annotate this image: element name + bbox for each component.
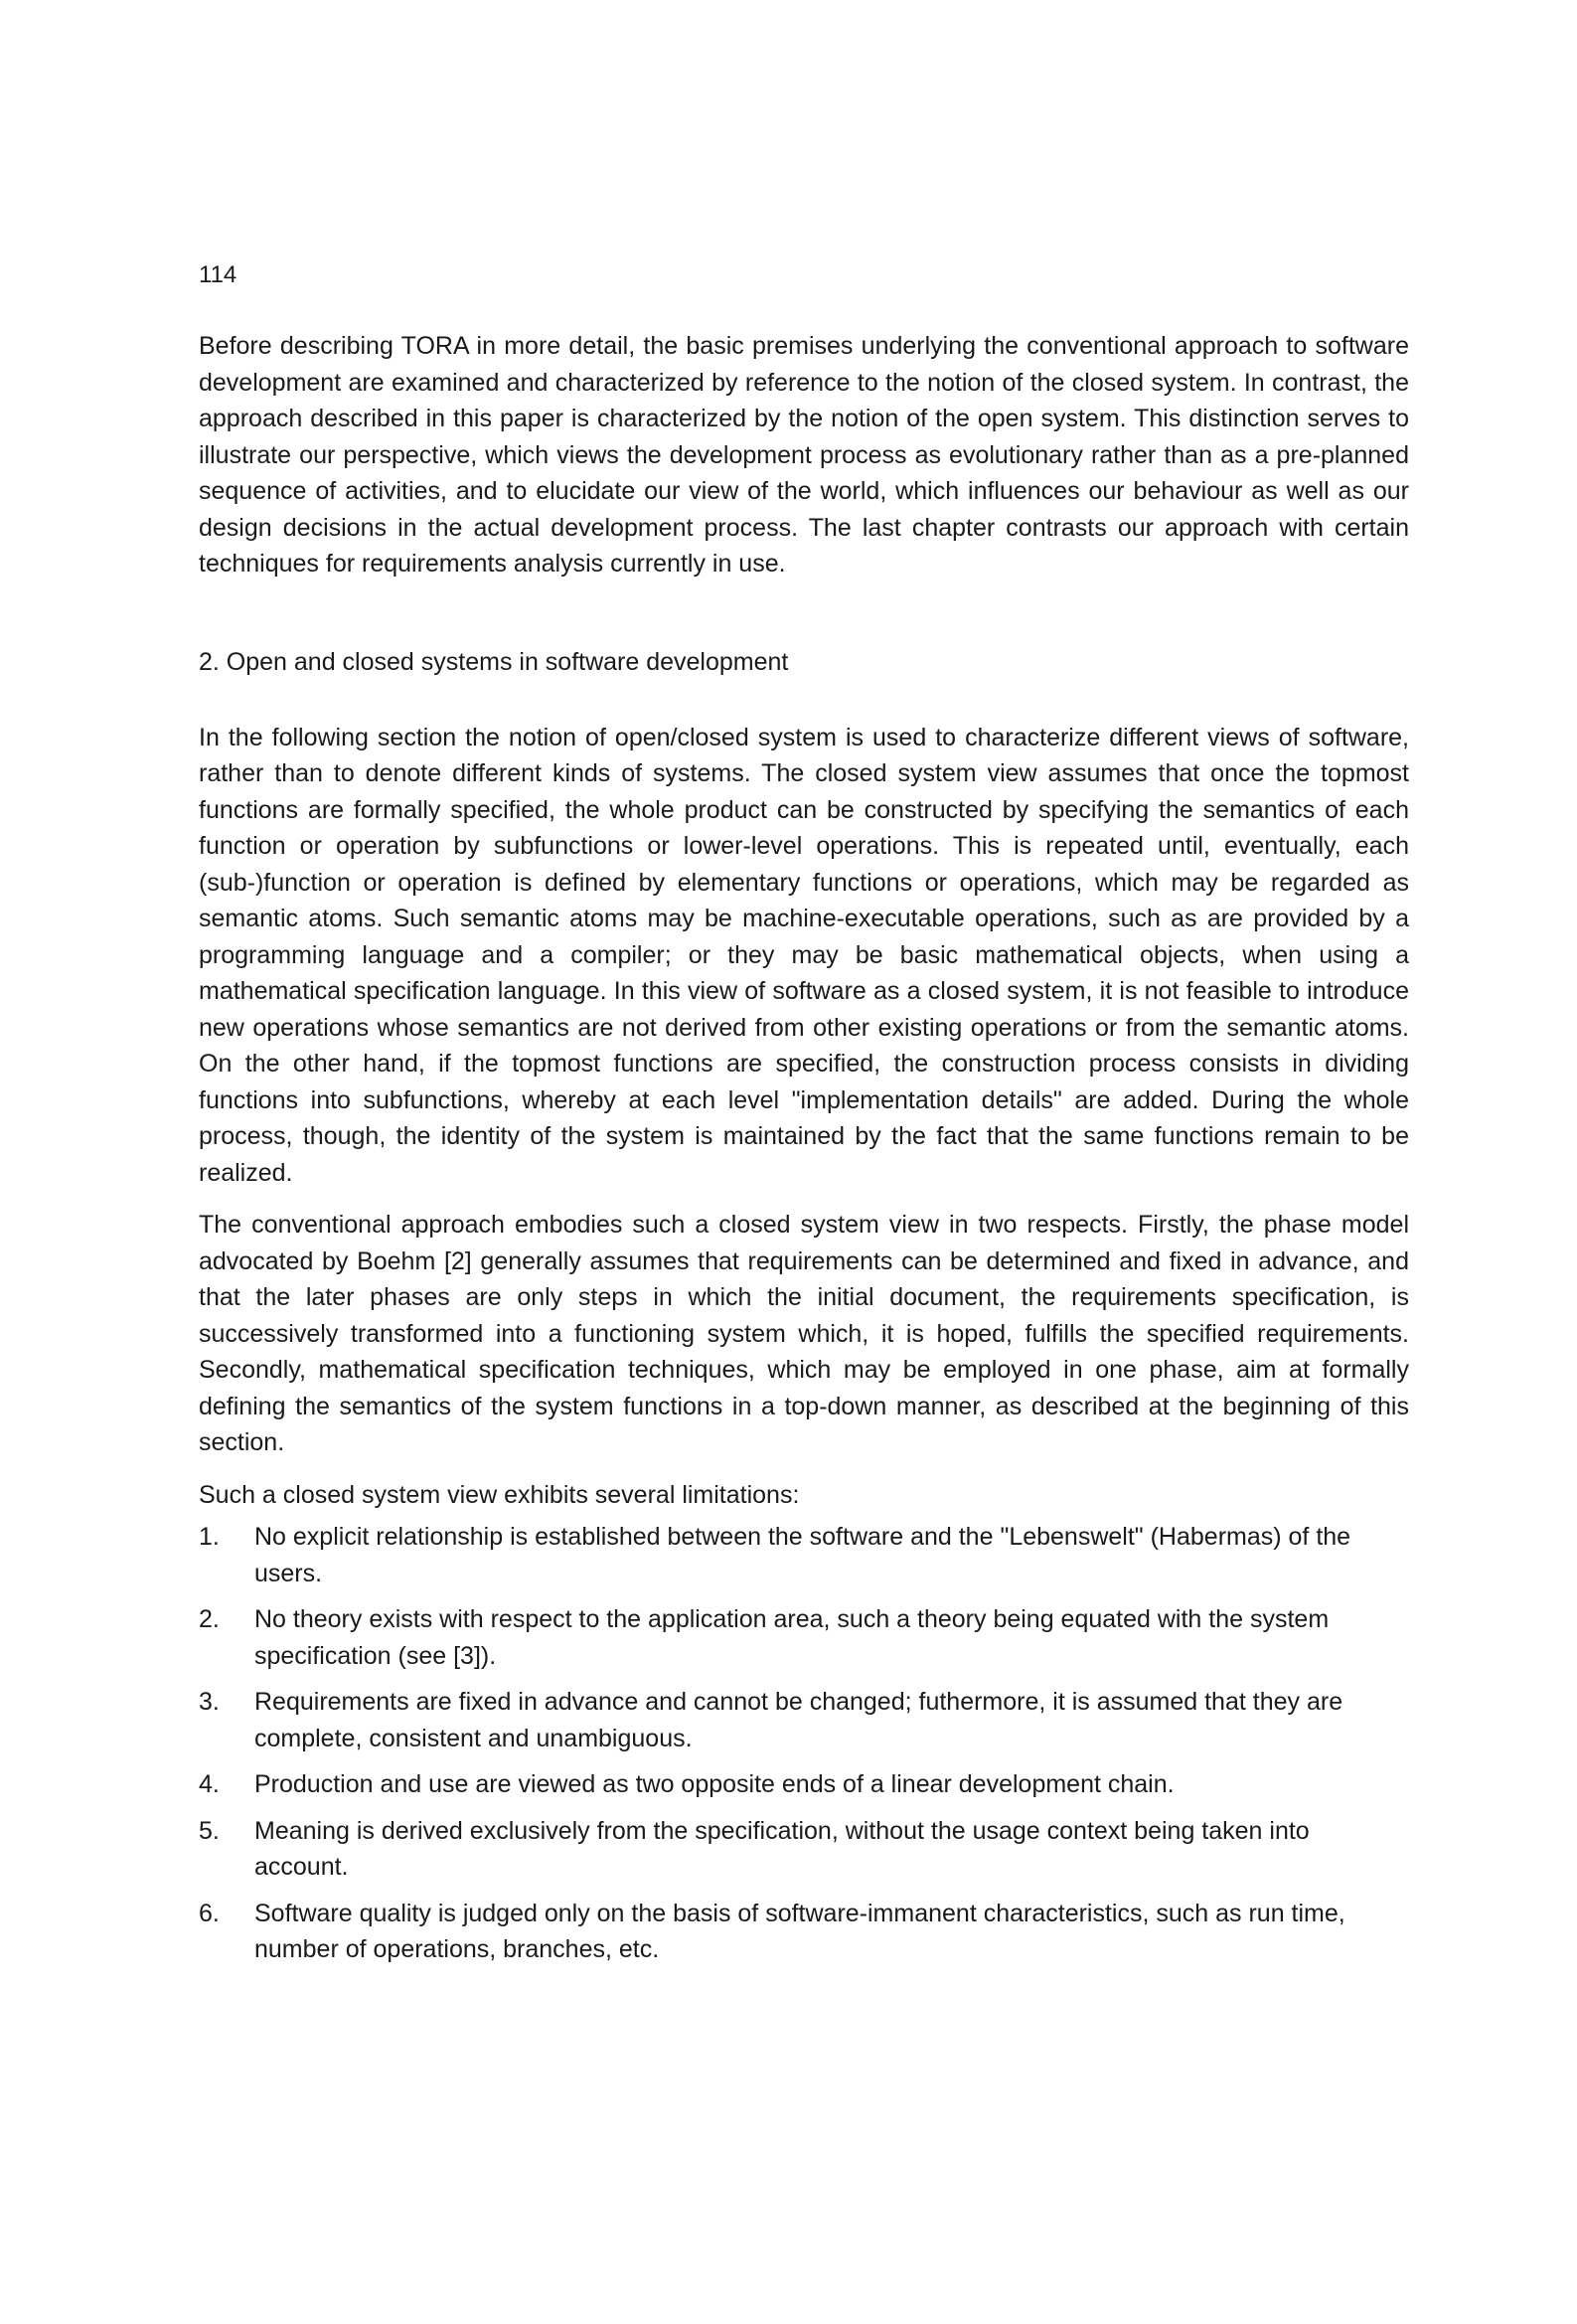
page-number: 114 (199, 261, 237, 288)
list-item-text: Requirements are fixed in advance and cannot be changed; futhermore, it is assumed that they are complete, consistent and unambiguous. (254, 1688, 1343, 1752)
body-paragraph: In the following section the notion of open/closed system is used to characterize different views of software, rather than to denote different kinds of systems. The closed system view assumes that once the topmost functions are formally specified, the whole product can be constructed by specifying the semantics of each function or operation by subfunctions or lower-level operations. This is repeated until, eventually, each (sub-)function or operation is defined by elementary functions or operations, which may be regarded as semantic atoms. Such semantic atoms may be machine-executable operations, such as are provided by a programming language and a compiler; or they may be basic mathematical objects, when using a mathematical specification language. In this view of software as a closed system, it is not feasible to introduce new operations whose semantics are not derived from other existing operations or from the semantic atoms. On the other hand, if the topmost functions are specified, the construction process consists in dividing functions into subfunctions, whereby at each level "implementation details" are added. During the whole process, though, the identity of the system is maintained by the fact that the same functions remain to be realized. (199, 723, 1409, 1187)
section-heading: 2. Open and closed systems in software development (199, 647, 789, 676)
list-item-number: 5. (199, 1816, 220, 1845)
list-item-text: No explicit relationship is established between the software and the "Lebenswelt" (Habermas) of the users. (254, 1523, 1351, 1587)
list-item (199, 1896, 1409, 1968)
list-item-number: 2. (199, 1605, 220, 1633)
intro-paragraph: Before describing TORA in more detail, the basic premises underlying the conventional approach to software development are examined and characterized by reference to the notion of the closed system. In contrast, the approach described in this paper is characterized by the notion of the open system. This distinction serves to illustrate our perspective, which views the development process as evolutionary rather than as a pre-planned sequence of activities, and to elucidate our view of the world, which influences our behaviour as well as our design decisions in the actual development process. The last chapter contrasts our approach with certain techniques for requirements analysis currently in use. (199, 332, 1409, 578)
list-item-number: 3. (199, 1688, 220, 1716)
list-item-text: Meaning is derived exclusively from the specification, without the usage context being taken into account. (254, 1816, 1310, 1881)
list-item (199, 1684, 1409, 1756)
list-item-text: Production and use are viewed as two opposite ends of a linear development chain. (254, 1770, 1175, 1798)
list-item-text: Software quality is judged only on the basis of software-immanent characteristics, such as run time, number of operations, branches, etc. (254, 1899, 1345, 1963)
list-item (199, 1601, 1409, 1674)
list-item-number: 6. (199, 1899, 220, 1927)
limitations-list (199, 1519, 1409, 1968)
list-item-text: No theory exists with respect to the application area, such a theory being equated with the system specification (see [3]). (254, 1605, 1330, 1670)
list-item (199, 1766, 1409, 1803)
list-item (199, 1519, 1409, 1591)
list-item-number: 4. (199, 1770, 220, 1798)
list-item-number: 1. (199, 1523, 220, 1551)
page-content (199, 328, 1409, 1978)
list-item (199, 1813, 1409, 1886)
body-paragraph: The conventional approach embodies such a closed system view in two respects. Firstly, the phase model advocated by Boehm [2] generally assumes that requirements can be determined and fixed in advance, and that the later phases are only steps in which the initial document, the requirements specification, is successively transformed into a functioning system which, it is hoped, fulfills the specified requirements. Secondly, mathematical specification techniques, which may be employed in one phase, aim at formally defining the semantics of the system functions in a top-down manner, as described at the beginning of this section. (199, 1211, 1409, 1456)
list-intro: Such a closed system view exhibits several limitations: (199, 1480, 800, 1509)
